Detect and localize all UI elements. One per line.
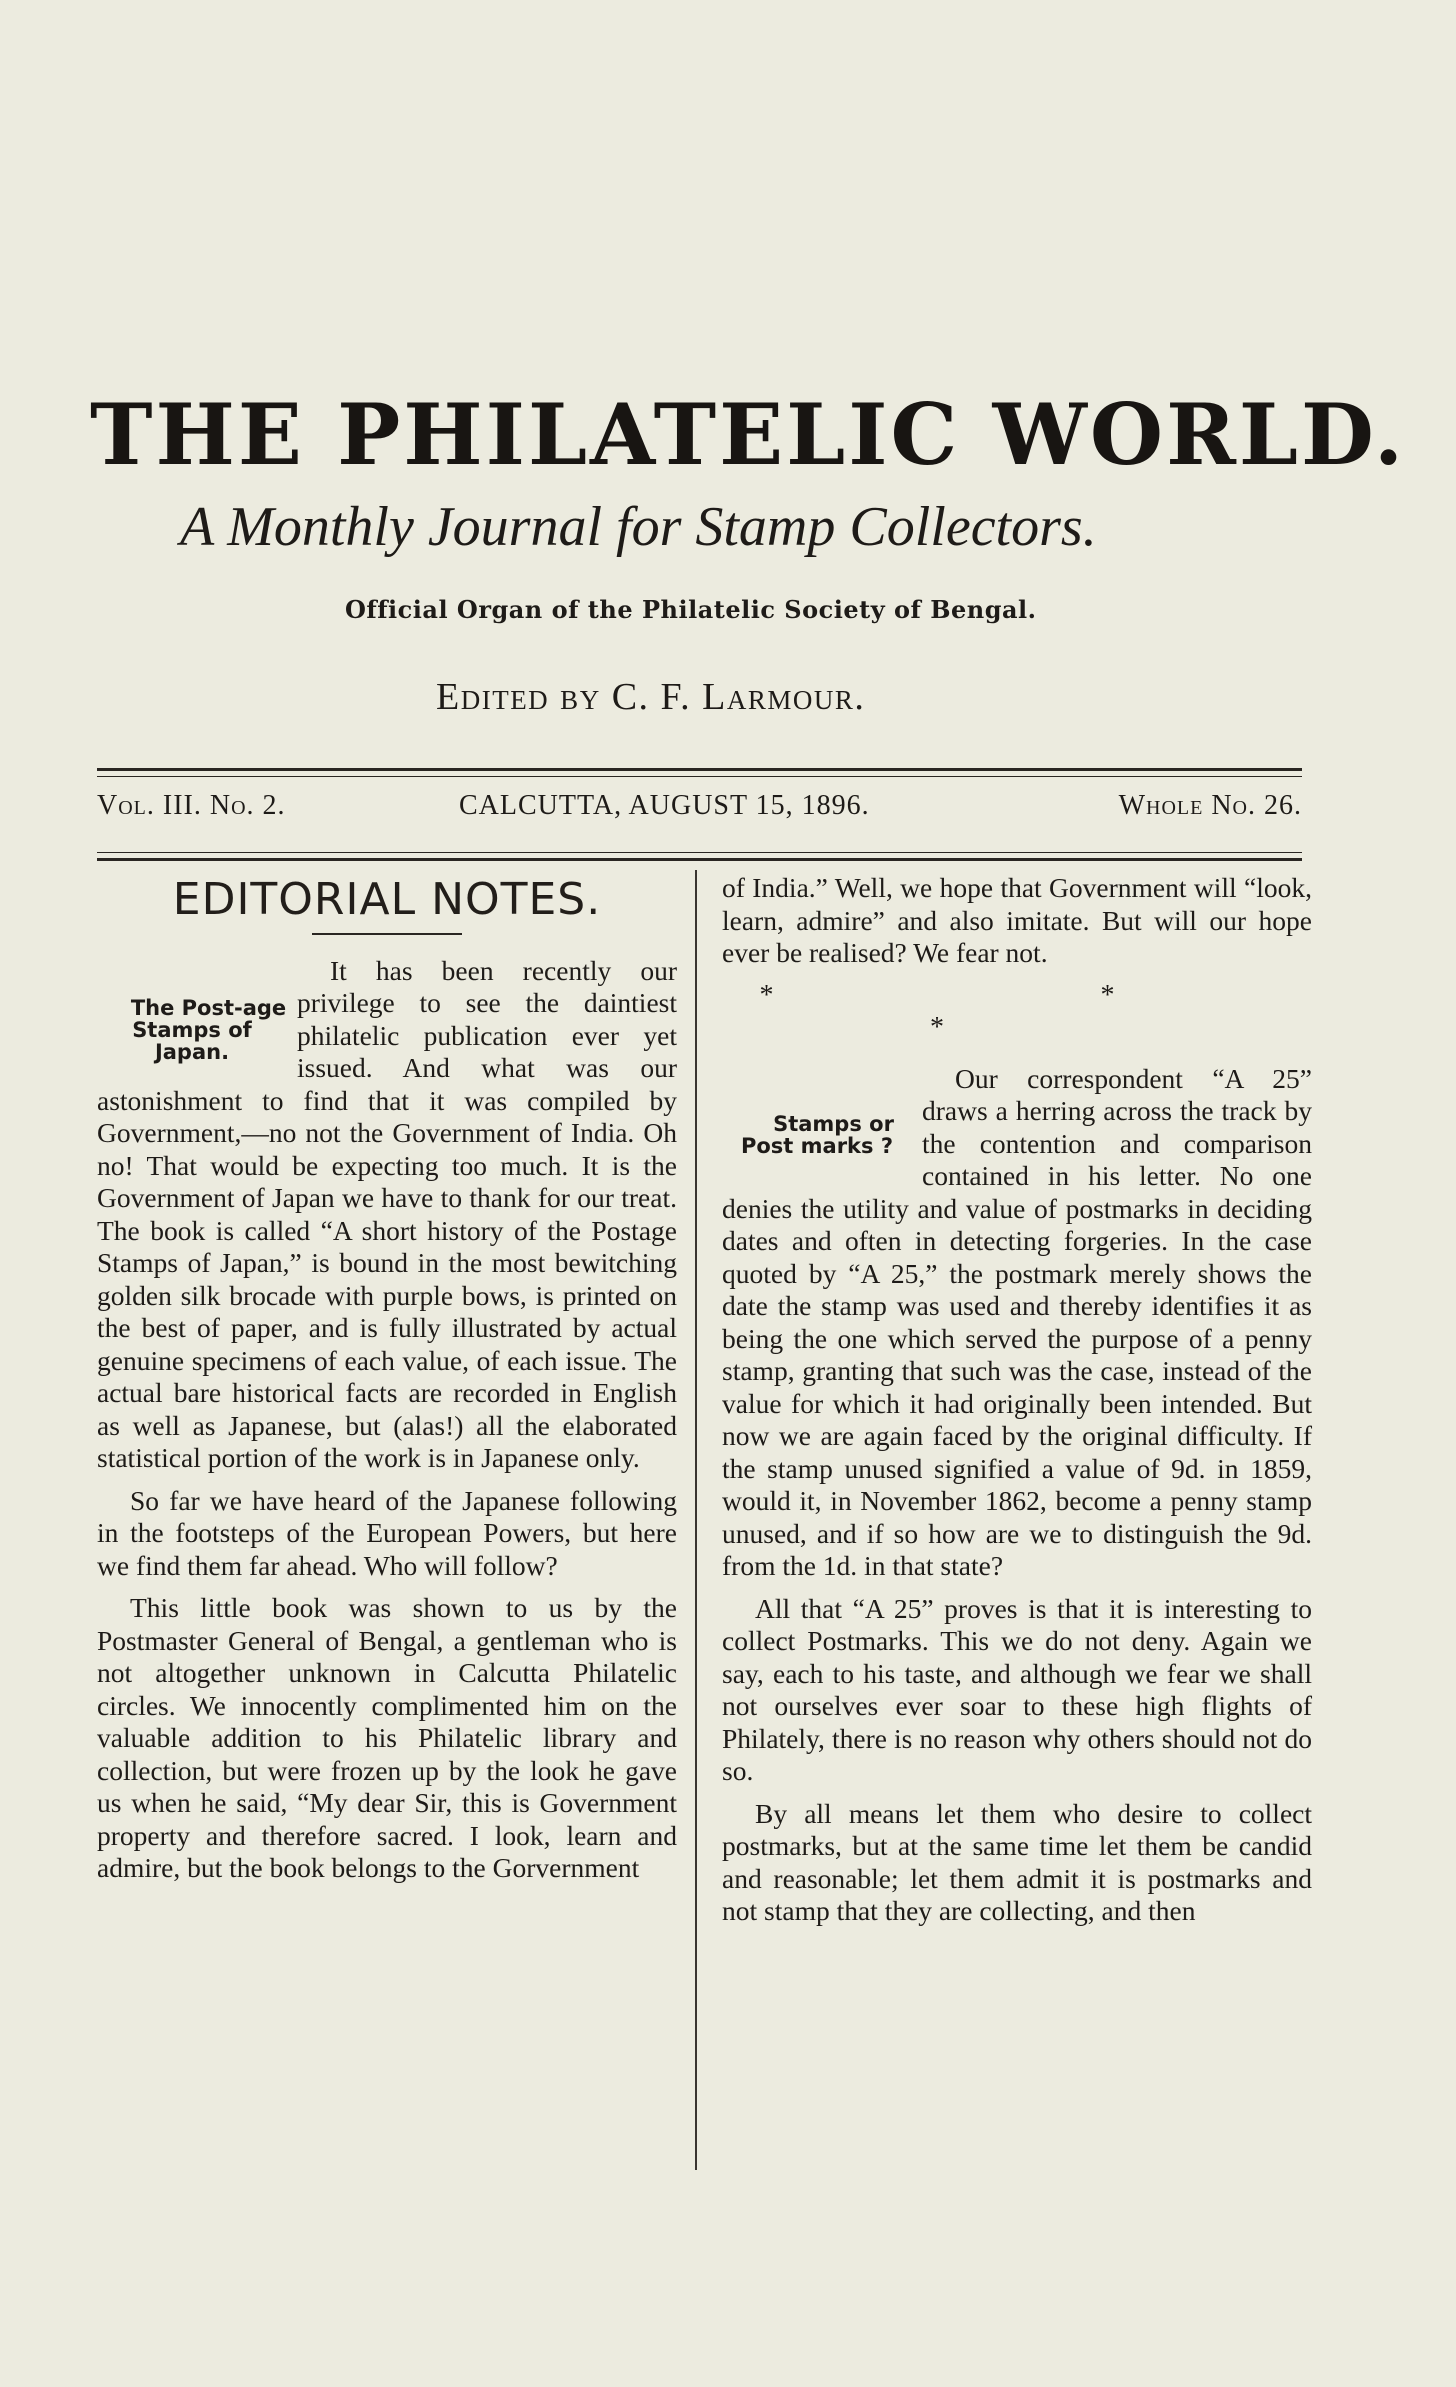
paragraph-1-rest: compiled by Government,—no not the Government of India. Oh no! That would be expecting too much. It is the Government of Japan we have to thank for our treat. The book is called “A short history of the Postage Stamps of Japan,” is bound in the most bewitching golden silk brocade with purple bows, is printed on the best of paper, and is fully illustrated by actual genuine specimens of each value, of each issue. The actual bare historical facts are recorded in English as well as Japanese, but (alas!) all the elaborated statistical portion of the work is in Japanese only. — [97, 1084, 677, 1473]
section-stars: * * * — [759, 979, 1275, 1043]
place-date: CALCUTTA, AUGUST 15, 1896. — [459, 790, 870, 821]
top-rule-thick — [97, 768, 1302, 771]
paragraph-6: All that “A 25” proves is that it is interesting to collect Postmarks. This we do not deny. Again we say, each to his taste, and although we fear we shall not ourselves ever soar to these high flights of Philately, there is no reason why others should not do so. — [722, 1592, 1312, 1786]
paragraph-1 — [97, 955, 677, 1475]
paragraph-1-lead: It has been recently our privilege to see the daintiest philatelic publication ever yet issued. And what was our astonishment to find that it was — [97, 954, 677, 1116]
paragraph-7: By all means let them who desire to collect postmarks, but at the same time let them be candid and reasonable; let them admit it is postmarks and not stamp that they are collecting, and then — [722, 1797, 1312, 1926]
left-column — [97, 872, 677, 1885]
sidenote-japan: The Post-age Stamps of Japan. — [130, 995, 287, 1064]
official-organ-line: Official Organ of the Philatelic Society of Bengal. — [345, 595, 1037, 624]
paragraph-4: of India.” Well, we hope that Government will “look, learn, admire” and also imitate. But will our hope ever be realised? We fear not. — [722, 872, 1312, 968]
sidenote-postmarks: Stamps or Post marks ? — [740, 1111, 894, 1158]
whole-number: Whole No. 26. — [1118, 790, 1302, 821]
issue-line — [97, 790, 1302, 830]
column-divider — [695, 870, 697, 2170]
bottom-rule-thick — [97, 858, 1302, 861]
heading-rule — [312, 933, 462, 935]
paragraph-2: So far we have heard of the Japanese following in the footsteps of the European Powers, but here we find them far ahead. Who will follow? — [97, 1484, 677, 1581]
editor-line: Edited by C. F. Larmour. — [436, 676, 866, 718]
right-column — [722, 872, 1312, 1928]
masthead-title: THE PHILATELIC WORLD. — [90, 385, 1407, 484]
paragraph-3: This little book was shown to us by the Postmaster General of Bengal, a gentleman who is not altogether unknown in Calcutta Philatelic circles. We innocently complimented him on the valuable addition to his Philatelic library and collection, but were frozen up by the look he gave us when he said, “My dear Sir, this is Government property and therefore sacred. I look, learn and admire, but the book belongs to the Gorvernment — [97, 1592, 677, 1883]
top-rule-thin — [97, 776, 1302, 777]
article-heading: EDITORIAL NOTES. — [172, 874, 602, 925]
paragraph-5 — [722, 1063, 1312, 1583]
masthead-subtitle: A Monthly Journal for Stamp Collectors. — [180, 496, 1097, 558]
bottom-rule-thin — [97, 852, 1302, 853]
paragraph-5-lead: Our correspondent “A 25” draws a herring across the track by the contention and comparison contained in his — [922, 1062, 1312, 1191]
paragraph-5-rest: letter. No one denies the utility and value of postmarks in deciding dates and often in detecting forgeries. In the case quoted by “A 25,” the postmark merely shows the date the stamp was used and thereby identifies it as being the one which served the purpose of a penny stamp, granting that such was the case, instead of the value for which it had originally been intended. But now we are again faced by the original difficulty. If the stamp unused signified a value of 9d. in 1859, would it, in November 1862, become a penny stamp unused, and if so how are we to distinguish the 9d. from the 1d. in that state? — [722, 1160, 1312, 1581]
volume-number: Vol. III. No. 2. — [97, 790, 286, 821]
